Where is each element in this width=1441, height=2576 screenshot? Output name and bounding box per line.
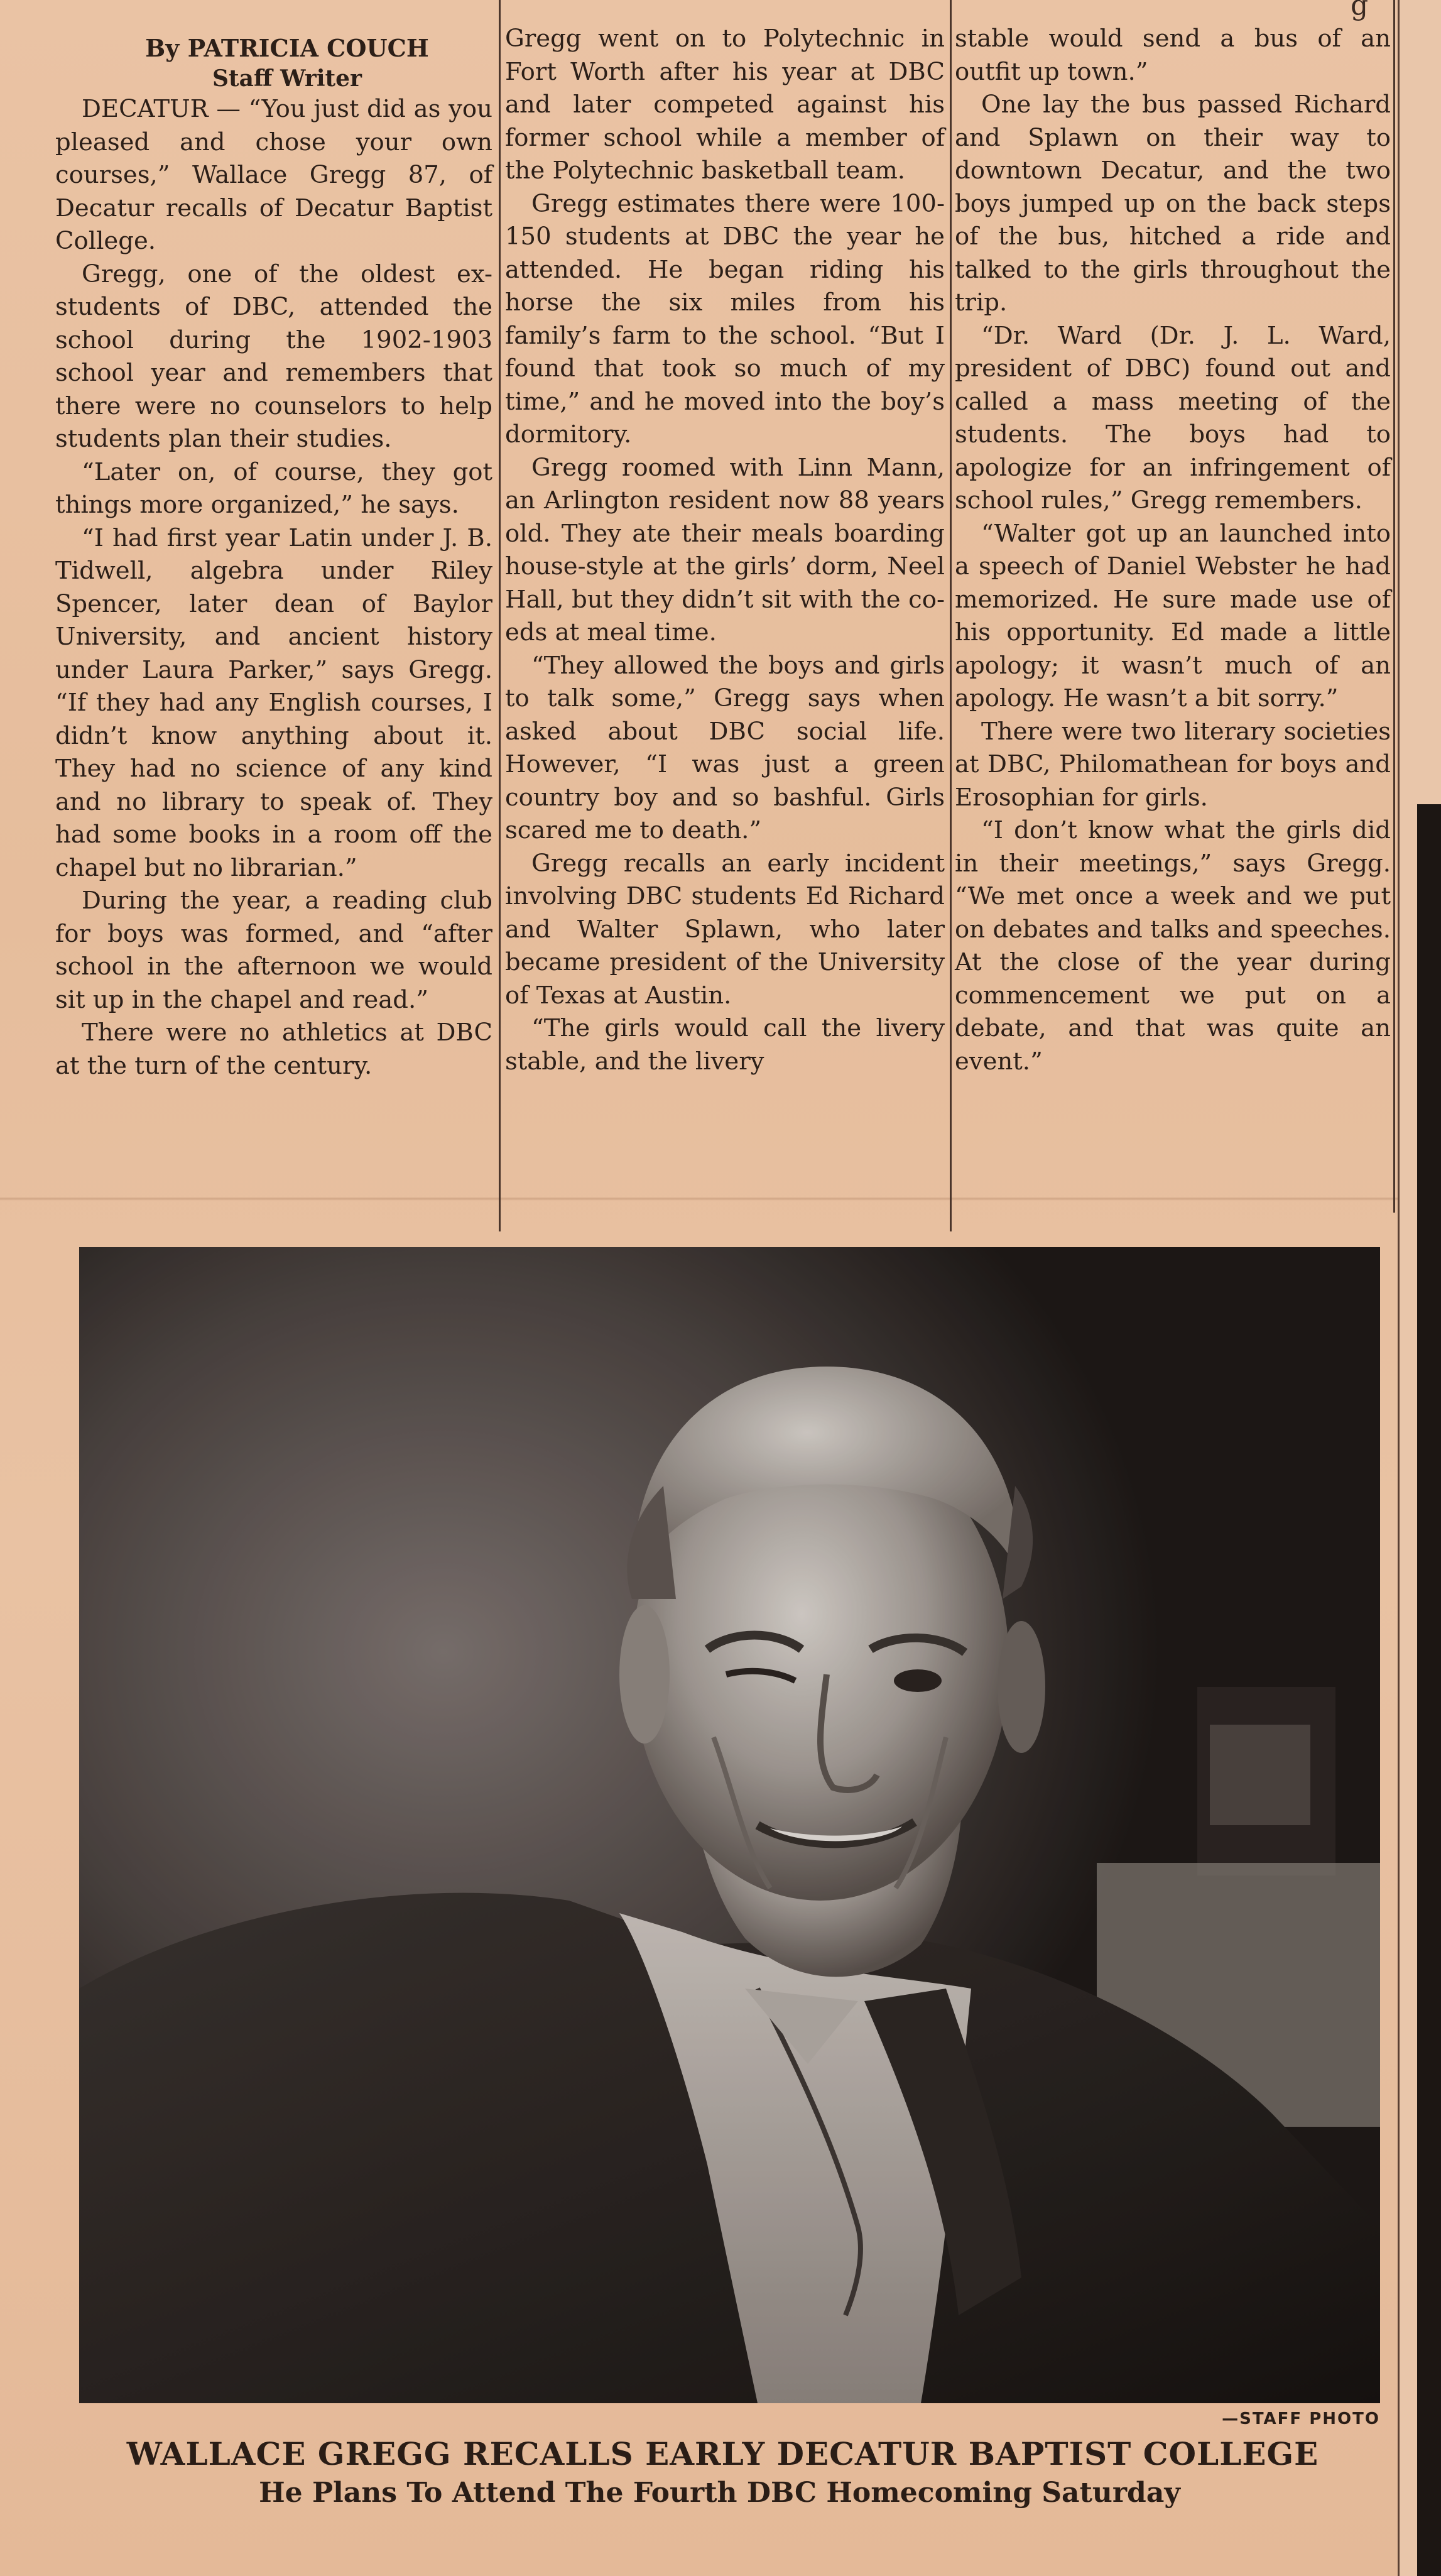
paragraph: One lay the bus passed Richard and Splawn on their way to downtown Decatur, and the two boys jumped up on the back steps of the bus, hitched a ride and talked to the girls throughout the trip. (955, 90, 1391, 317)
paragraph: “They allowed the boys and girls to talk some,” Gregg says when asked about DBC social life. However, “I was just a green country boy and so bashful. Girls scared me to death.” (505, 651, 945, 844)
paragraph: “Later on, of course, they got things more organized,” he says. (55, 457, 492, 519)
paragraph: There were no athletics at DBC at the turn of the century. (55, 1018, 492, 1080)
paragraph: “Walter got up an launched into a speech of Daniel Webster he had memorized. He sure made use of his opportunity. Ed made a little apology; it wasn’t much of an apology. He wasn’t a bit sorry.” (955, 519, 1391, 712)
clipped-headline-fragment: g (1351, 0, 1369, 21)
article-column-1 (55, 33, 492, 1233)
column-rule (1393, 0, 1395, 1213)
byline-title: Staff Writer (212, 65, 362, 92)
photo-caption-subhead: He Plans To Attend The Fourth DBC Homecoming Saturday (259, 2477, 1180, 2509)
article-column-2 (505, 23, 945, 1229)
article-column-3 (955, 23, 1391, 1216)
portrait-photo-drawing (79, 1247, 1380, 2403)
column-rule (499, 0, 501, 1231)
paragraph: “Dr. Ward (Dr. J. L. Ward, president of DBC) found out and called a mass meeting of the students. The boys had to apologize for an infringement of school rules,” Gregg remembers. (955, 321, 1391, 515)
paragraph: There were two literary societies at DBC, Philomathean for boys and Erosophian for girls. (955, 717, 1391, 812)
paragraph: “I don’t know what the girls did in their meetings,” says Gregg. “We met once a week and we put on debates and talks and speeches. At the close of the year during commencement we put on a debate, and that was quite an event.” (955, 816, 1391, 1076)
paragraph: Gregg roomed with Linn Mann, an Arlington resident now 88 years old. They ate their meals boarding house-style at the girls’ dorm, Neel Hall, but they didn’t sit with the co-eds at meal time. (505, 453, 945, 647)
photo-credit: —STAFF PHOTO (1222, 2410, 1380, 2428)
column-rule (950, 0, 952, 1231)
adjacent-page-strip (1398, 0, 1441, 2576)
paragraph: Gregg went on to Polytechnic in Fort Worth after his year at DBC and later competed against his former school while a member of the Polytechnic basketball team. (505, 25, 945, 185)
adjacent-page-dark-edge (1417, 804, 1441, 2576)
paragraph: Gregg estimates there were 100-150 students at DBC the year he attended. He began riding his horse the six miles from his family’s farm to the school. “But I found that took so much of my time,” and he moved into the boy’s dormitory. (505, 189, 945, 449)
paragraph: “The girls would call the livery stable, and the livery (505, 1014, 945, 1076)
paragraph: Gregg recalls an early incident involving DBC students Ed Richard and Walter Splawn, who later became president of the University of Texas at Austin. (505, 849, 945, 1010)
paragraph: DECATUR — “You just did as you pleased and chose your own courses,” Wallace Gregg 87, of Decatur recalls of Decatur Baptist College. (55, 95, 492, 255)
paragraph: “I had first year Latin under J. B. Tidwell, algebra under Riley Spencer, later dean of Baylor University, and ancient history under Laura Parker,” says Gregg. “If they had any English courses, I didn’t know anything about it. They had no science of any kind and no library to speak of. They had some books in a room off the chapel but no librarian.” (55, 523, 492, 882)
photo-caption-headline: WALLACE GREGG RECALLS EARLY DECATUR BAPTIST COLLEGE (126, 2435, 1319, 2472)
paragraph: stable would send a bus of an outfit up town.” (955, 25, 1391, 86)
portrait-photo (79, 1247, 1380, 2403)
paragraph: Gregg, one of the oldest ex-students of DBC, attended the school during the 1902-1903 school year and remembers that there were no counselors to help students plan their studies. (55, 259, 492, 453)
byline: By PATRICIA COUCH (145, 34, 429, 62)
paragraph: During the year, a reading club for boys was formed, and “after school in the afternoon we would sit up in the chapel and read.” (55, 887, 492, 1014)
